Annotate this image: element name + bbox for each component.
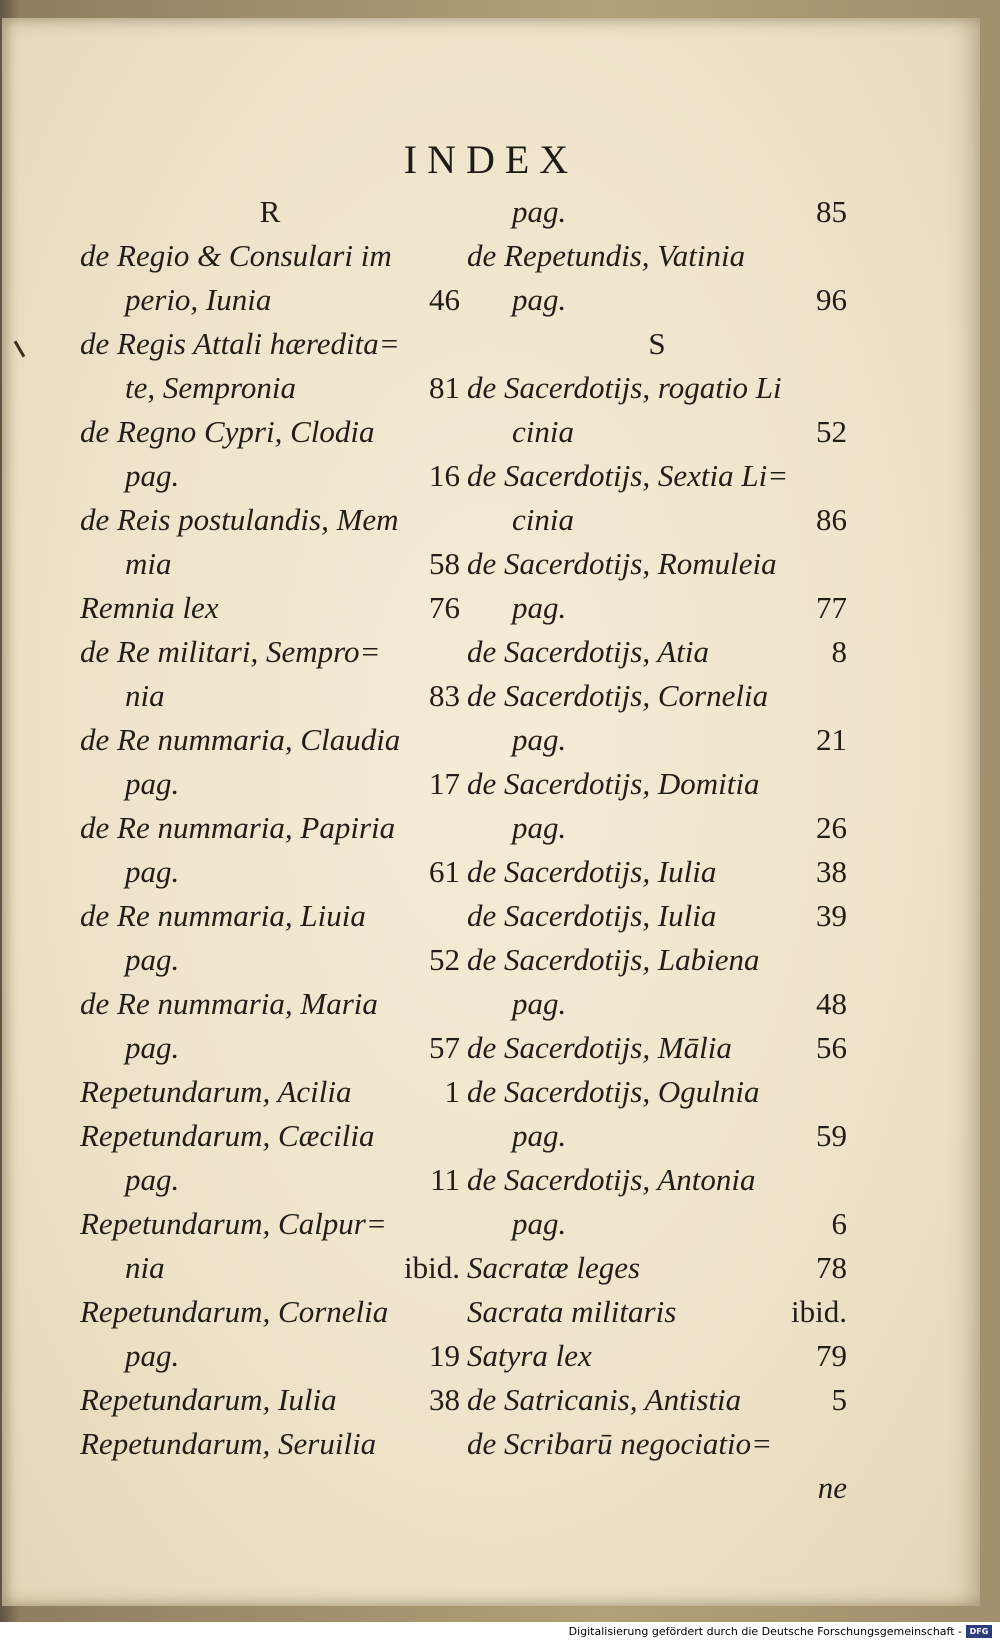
- page-number: 38: [429, 1382, 460, 1417]
- entry-text: de Re nummaria, Liuia: [80, 898, 366, 933]
- index-line: [467, 894, 847, 938]
- entry-text: pag.: [512, 722, 567, 757]
- index-line: [467, 190, 847, 234]
- entry-text: de Re militari, Sempro=: [80, 634, 381, 669]
- entry-text: pag.: [512, 282, 567, 317]
- entry-text: de Sacerdotijs, Romuleia: [467, 546, 777, 581]
- entry-text: cinia: [512, 414, 574, 449]
- index-line: [80, 1378, 460, 1422]
- page-number: 6: [831, 1206, 847, 1241]
- page-number: 56: [816, 1030, 847, 1065]
- dfg-logo: DFG: [966, 1625, 992, 1638]
- entry-text: de Sacerdotijs, Antonia: [467, 1162, 756, 1197]
- index-line: [467, 366, 847, 410]
- page-number: 61: [429, 854, 460, 889]
- index-line: [467, 938, 847, 982]
- entry-text: Satyra lex: [467, 1338, 592, 1373]
- page-number: 1: [444, 1074, 460, 1109]
- entry-text: pag.: [512, 810, 567, 845]
- entry-text: de Sacerdotijs, Iulia: [467, 854, 717, 889]
- index-line: [467, 278, 847, 322]
- page-number: 39: [816, 898, 847, 933]
- footer-credit: Digitalisierung gefördert durch die Deutsche Forschungsgemeinschaft -: [568, 1625, 962, 1638]
- index-line: [467, 1290, 847, 1334]
- index-line: [80, 806, 460, 850]
- entry-text: pag.: [125, 1162, 180, 1197]
- index-line: [467, 454, 847, 498]
- index-line: [80, 718, 460, 762]
- index-line: [80, 454, 460, 498]
- entry-text: pag.: [512, 590, 567, 625]
- page-number: ibid.: [791, 1294, 847, 1329]
- index-line: [80, 630, 460, 674]
- entry-text: Repetundarum, Calpur=: [80, 1206, 387, 1241]
- page-number: 5: [831, 1382, 847, 1417]
- entry-text: mia: [125, 546, 172, 581]
- entry-text: de Sacerdotijs, Domitia: [467, 766, 760, 801]
- entry-text: de Sacerdotijs, Sextia Li=: [467, 458, 789, 493]
- entry-text: de Re nummaria, Papiria: [80, 810, 396, 845]
- index-line: [467, 498, 847, 542]
- entry-text: pag.: [512, 986, 567, 1021]
- page-number: 58: [429, 546, 460, 581]
- page-number: 85: [816, 194, 847, 229]
- left-column: [80, 190, 460, 1466]
- entry-text: Sacrata militaris: [467, 1294, 677, 1329]
- index-line: [80, 894, 460, 938]
- page-number: 46: [429, 282, 460, 317]
- section-letter: [467, 322, 847, 366]
- page-number: 17: [429, 766, 460, 801]
- index-line: [467, 1202, 847, 1246]
- index-line: [80, 1070, 460, 1114]
- entry-text: pag.: [512, 194, 567, 229]
- index-line: [80, 366, 460, 410]
- entry-text: de Reis postulandis, Mem: [80, 502, 399, 537]
- index-line: [467, 234, 847, 278]
- index-line: [467, 850, 847, 894]
- entry-text: Sacratæ leges: [467, 1250, 641, 1285]
- entry-text: pag.: [125, 458, 180, 493]
- index-line: [80, 674, 460, 718]
- page-number: 86: [816, 502, 847, 537]
- entry-text: de Scribarū negociatio=: [467, 1426, 773, 1461]
- page-number: 77: [816, 590, 847, 625]
- page-number: 16: [429, 458, 460, 493]
- index-line: [467, 1246, 847, 1290]
- index-line: [80, 1158, 460, 1202]
- entry-text: de Sacerdotijs, Iulia: [467, 898, 717, 933]
- entry-text: de Satricanis, Antistia: [467, 1382, 742, 1417]
- entry-text: de Sacerdotijs, Mālia: [467, 1030, 732, 1065]
- entry-text: Repetundarum, Seruilia: [80, 1426, 377, 1461]
- entry-text: pag.: [125, 854, 180, 889]
- index-line: [80, 410, 460, 454]
- page-number: 26: [816, 810, 847, 845]
- index-line: [467, 1334, 847, 1378]
- page-number: 19: [429, 1338, 460, 1373]
- entry-text: te, Sempronia: [125, 370, 297, 405]
- index-line: [467, 586, 847, 630]
- book-page: [2, 18, 980, 1606]
- entry-text: Repetundarum, Cæcilia: [80, 1118, 375, 1153]
- index-line: [467, 762, 847, 806]
- entry-text: de Sacerdotijs, Labiena: [467, 942, 760, 977]
- entry-text: Repetundarum, Cornelia: [80, 1294, 389, 1329]
- index-line: [80, 498, 460, 542]
- index-line: [467, 982, 847, 1026]
- page-number: 96: [816, 282, 847, 317]
- page-number: 78: [816, 1250, 847, 1285]
- index-line: [80, 1290, 460, 1334]
- entry-text: de Sacerdotijs, rogatio Li: [467, 370, 782, 405]
- index-line: [467, 1114, 847, 1158]
- entry-text: pag.: [125, 1030, 180, 1065]
- section-letter: [80, 190, 460, 234]
- index-line: [467, 1070, 847, 1114]
- index-line: [467, 1466, 847, 1510]
- entry-text: perio, Iunia: [125, 282, 272, 317]
- entry-text: pag.: [512, 1206, 567, 1241]
- page-number: 79: [816, 1338, 847, 1373]
- page-number: 83: [429, 678, 460, 713]
- index-line: [80, 542, 460, 586]
- entry-text: cinia: [512, 502, 574, 537]
- index-line: [467, 410, 847, 454]
- entry-text: de Sacerdotijs, Atia: [467, 634, 709, 669]
- entry-text: de Regis Attali hæredita=: [80, 326, 400, 361]
- index-line: [467, 718, 847, 762]
- index-line: [467, 806, 847, 850]
- index-line: [80, 278, 460, 322]
- page-title: INDEX: [403, 137, 579, 182]
- entry-text: de Regio & Consulari im: [80, 238, 392, 273]
- index-line: [467, 674, 847, 718]
- index-line: [80, 1334, 460, 1378]
- page-number: 52: [816, 414, 847, 449]
- index-line: [467, 630, 847, 674]
- entry-text: Repetundarum, Acilia: [80, 1074, 352, 1109]
- entry-text: pag.: [512, 1118, 567, 1153]
- entry-text: de Re nummaria, Maria: [80, 986, 378, 1021]
- index-line: [80, 850, 460, 894]
- index-line: [80, 982, 460, 1026]
- entry-text: de Sacerdotijs, Ogulnia: [467, 1074, 760, 1109]
- page-number: 59: [816, 1118, 847, 1153]
- index-line: [467, 542, 847, 586]
- index-line: [80, 1246, 460, 1290]
- entry-text: de Re nummaria, Claudia: [80, 722, 401, 757]
- entry-text: ne: [817, 1470, 847, 1505]
- page-number: 52: [429, 942, 460, 977]
- page-number: 81: [429, 370, 460, 405]
- index-line: [80, 1114, 460, 1158]
- index-line: [80, 322, 460, 366]
- index-line: [467, 1026, 847, 1070]
- entry-text: S: [648, 326, 666, 361]
- index-line: [467, 1158, 847, 1202]
- index-line: [80, 1422, 460, 1466]
- page-number: 11: [430, 1162, 460, 1197]
- page-number: ibid.: [404, 1250, 460, 1285]
- index-line: [467, 1422, 847, 1466]
- index-line: [80, 586, 460, 630]
- page-number: 8: [831, 634, 847, 669]
- right-column: [467, 190, 847, 1510]
- index-line: [80, 1026, 460, 1070]
- entry-text: nia: [125, 678, 165, 713]
- entry-text: pag.: [125, 942, 180, 977]
- page-number: 57: [429, 1030, 460, 1065]
- index-line: [80, 762, 460, 806]
- entry-text: pag.: [125, 766, 180, 801]
- page-number: 38: [816, 854, 847, 889]
- index-line: [80, 1202, 460, 1246]
- entry-text: Remnia lex: [80, 590, 219, 625]
- index-line: [80, 234, 460, 278]
- entry-text: R: [259, 194, 281, 229]
- page-number: 76: [429, 590, 460, 625]
- entry-text: nia: [125, 1250, 165, 1285]
- entry-text: de Regno Cypri, Clodia: [80, 414, 375, 449]
- margin-mark: [14, 340, 26, 357]
- index-line: [80, 938, 460, 982]
- page-number: 48: [816, 986, 847, 1021]
- entry-text: pag.: [125, 1338, 180, 1373]
- page-number: 21: [816, 722, 847, 757]
- index-line: [467, 1378, 847, 1422]
- entry-text: de Sacerdotijs, Cornelia: [467, 678, 769, 713]
- entry-text: de Repetundis, Vatinia: [467, 238, 746, 273]
- entry-text: Repetundarum, Iulia: [80, 1382, 337, 1417]
